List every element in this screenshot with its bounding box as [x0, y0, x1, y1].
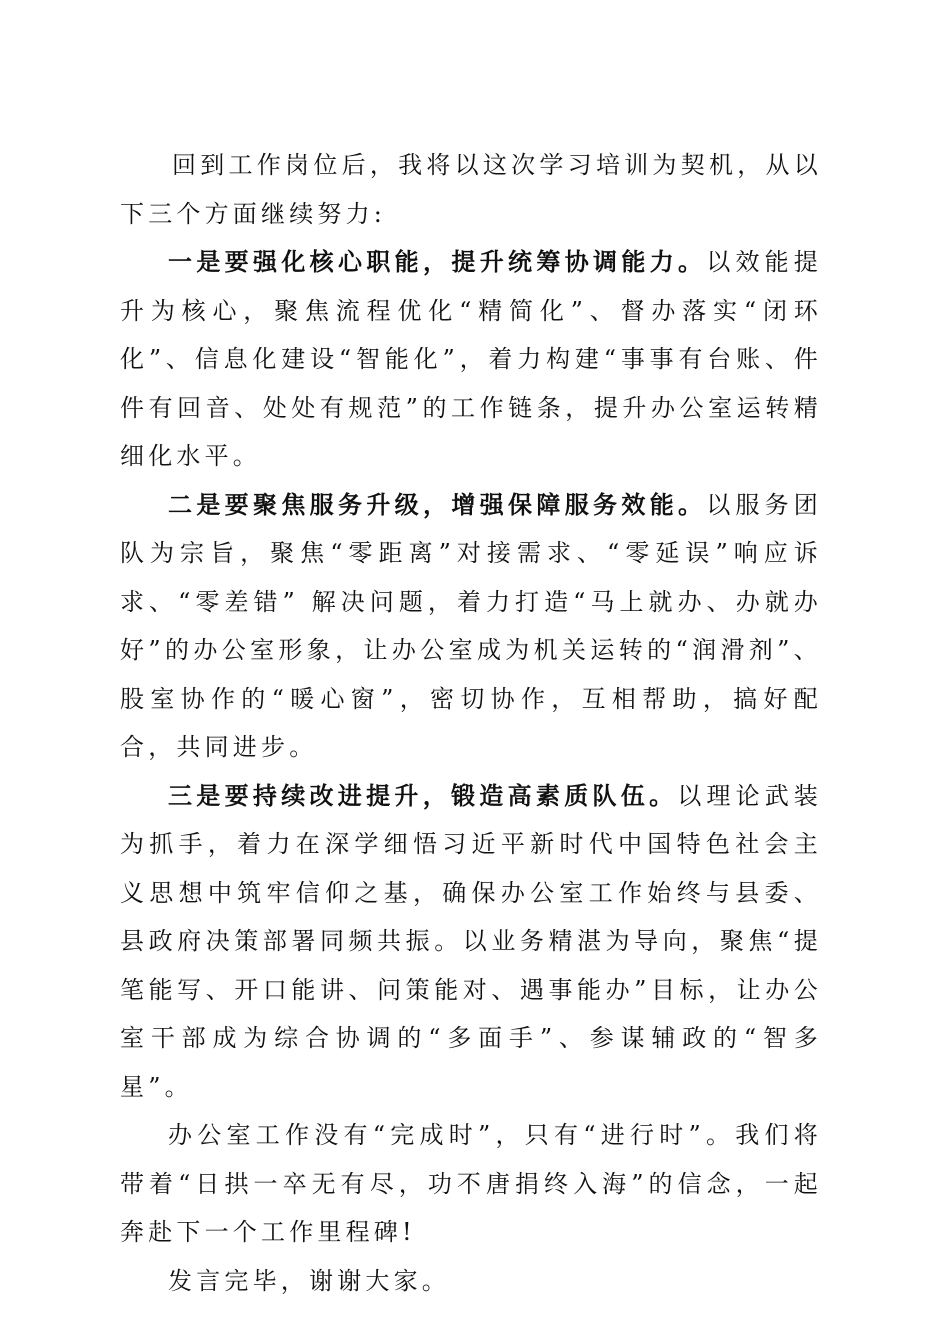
paragraph-text: 以效能提升为核心，聚焦流程优化“精简化”、督办落实“闭环化”、信息化建设“智能化”，着力构建“事事有台账、件件有回音、处处有规范”的工作链条，提升办公室运转精细化水平。: [120, 248, 822, 470]
paragraph-lead: 二是要聚焦服务升级，增强保障服务效能。: [168, 490, 707, 519]
paragraph-text: 以服务团队为宗旨，聚焦“零距离”对接需求、“零延误”响应诉求、“零差错” 解决问题，着力打造“马上就办、办就办好”的办公室形象，让办公室成为机关运转的“润滑剂”、股室协作的“暖心窗”，密切协作，互相帮助，搞好配合，共同进步。: [120, 490, 822, 761]
paragraph-point-two: [120, 481, 822, 772]
paragraph-text: 办公室工作没有“完成时”，只有“进行时”。我们将带着“日拱一卒无有尽，功不唐捐终入海”的信念，一起奔赴下一个工作里程碑!: [120, 1121, 822, 1246]
paragraph-point-three: [120, 772, 822, 1112]
paragraph-text: 以理论武装为抓手，着力在深学细悟习近平新时代中国特色社会主义思想中筑牢信仰之基，确保办公室工作始终与县委、县政府决策部署同频共振。以业务精湛为导向，聚焦“提笔能写、开口能讲、问策能对、遇事能办”目标，让办公室干部成为综合协调的“多面手”、参谋辅政的“智多星”。: [120, 781, 823, 1101]
paragraph-thanks: [120, 1257, 822, 1306]
paragraph-closing: [120, 1111, 822, 1257]
paragraph-point-one: [120, 238, 822, 481]
document-body: [120, 141, 822, 1305]
paragraph-intro: [120, 141, 822, 238]
paragraph-lead: 三是要持续改进提升，锻造高素质队伍。: [168, 781, 678, 810]
paragraph-text: 回到工作岗位后，我将以这次学习培训为契机，从以下三个方面继续努力:: [120, 151, 822, 228]
paragraph-text: 发言完毕，谢谢大家。: [168, 1266, 450, 1295]
paragraph-lead: 一是要强化核心职能，提升统筹协调能力。: [168, 248, 707, 276]
